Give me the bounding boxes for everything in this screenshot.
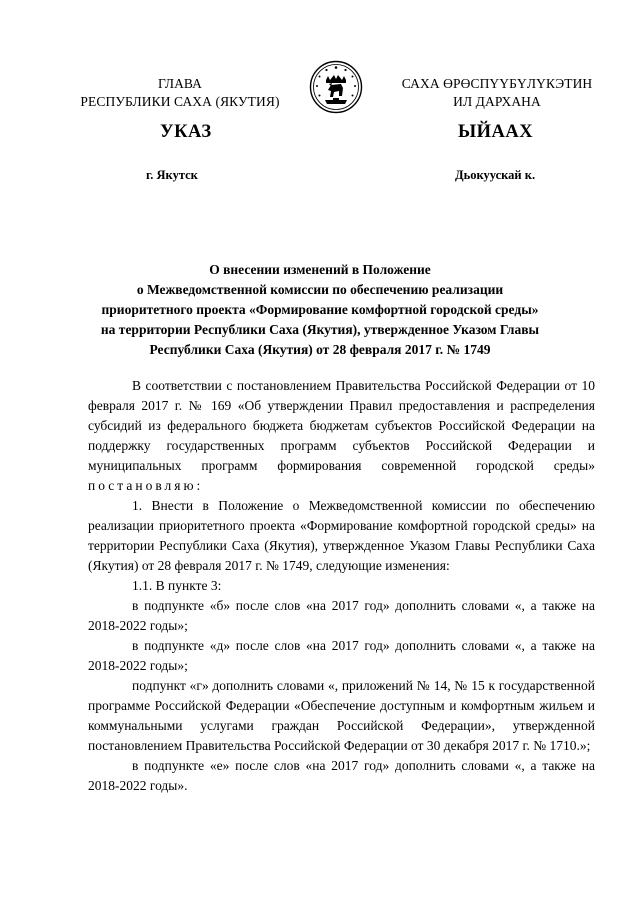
intro-text: В соответствии с постановлением Правительства Российской Федерации от 10 февраля 2017 г. № 169 «Об утверждении Правил предоставления и распределения субсидий из федерального бюджета бюджетам субъектов Российской Федерации на поддержку государственных программ субъектов Российской Федерации и муниципальных программ формирования современной городской среды»	[88, 378, 595, 473]
subitem-g: подпункт «г» дополнить словами «, приложений № 14, № 15 к государственной программе Российской Федерации «Обеспечение доступным и комфортным жильем и коммунальными услугами граждан Российской Федерации», утвержденной постановлением Правительства Российской Федерации от 30 декабря 2017 г. № 1710.»;	[88, 678, 595, 753]
header-left-line1: ГЛАВА	[157, 76, 203, 91]
subitem-e: в подпункте «е» после слов «на 2017 год» дополнить словами «, а также на 2018-2022 годы».	[88, 758, 595, 793]
title-line: о Межведомственной комиссии по обеспечению реализации	[136, 282, 504, 297]
title-line: на территории Республики Саха (Якутия), утвержденное Указом Главы	[100, 322, 540, 337]
coat-of-arms-emblem	[309, 60, 363, 114]
intro-keyword: постановляю:	[88, 478, 204, 493]
header-right-line1: САХА ӨРӨСПҮҮБҮЛҮКЭТИН	[401, 76, 593, 91]
item-1: 1. Внести в Положение о Межведомственной комиссии по обеспечению реализации приоритетного проекта «Формирование комфортной городской среды» на территории Республики Саха (Якутия), утвержденное Указом Главы Республики Саха (Якутия) от 28 февраля 2017 г. № 1749, следующие изменения:	[88, 498, 595, 573]
header-left	[60, 75, 300, 111]
decree-label-russian: УКАЗ	[160, 122, 212, 142]
header-left-line2: РЕСПУБЛИКИ САХА (ЯКУТИЯ)	[80, 94, 280, 109]
item-1-1: 1.1. В пункте 3:	[132, 578, 222, 593]
decree-body	[88, 376, 595, 796]
subitem-b: в подпункте «б» после слов «на 2017 год» дополнить словами «, а также на 2018-2022 годы»;	[88, 598, 595, 633]
subitem-d: в подпункте «д» после слов «на 2017 год» дополнить словами «, а также на 2018-2022 годы»;	[88, 638, 595, 673]
header-right-line2: ИЛ ДАРХАНА	[453, 94, 541, 109]
intro-paragraph	[88, 376, 595, 496]
title-line: приоритетного проекта «Формирование комфортной городской среды»	[101, 302, 539, 317]
decree-label-yakut: ЫЙААХ	[458, 122, 534, 142]
title-line: Республики Саха (Якутия) от 28 февраля 2017 г. № 1749	[149, 342, 491, 357]
decree-title	[80, 260, 560, 360]
title-line: О внесении изменений в Положение	[209, 262, 431, 277]
city-yakut: Дьокуускай к.	[455, 168, 536, 182]
city-russian: г. Якутск	[146, 168, 198, 182]
header-right	[392, 75, 602, 111]
